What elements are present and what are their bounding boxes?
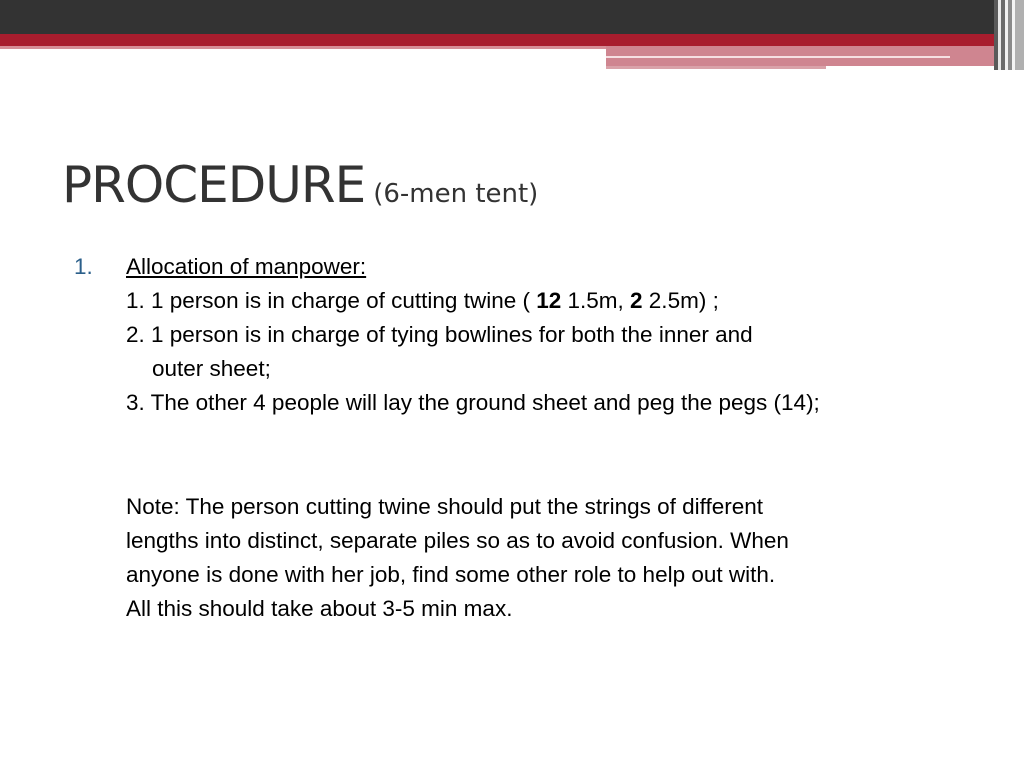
spacer — [126, 420, 974, 490]
line1-count-b: 2 — [630, 288, 643, 313]
note-line-2: lengths into distinct, separate piles so as to avoid confusion. When — [126, 528, 789, 553]
slide-body — [74, 250, 974, 626]
list-item-number: 1. — [74, 254, 93, 279]
title-main: PROCEDURE — [62, 156, 366, 214]
body-line-3: 3. The other 4 people will lay the ground sheet and peg the pegs (14); — [126, 390, 820, 415]
body-line-1 — [126, 284, 974, 318]
header-dark-bar — [0, 0, 1024, 34]
line1-prefix: 1. 1 person is in charge of cutting twine ( — [126, 288, 537, 313]
note-line-1: Note: The person cutting twine should put the strings of different — [126, 494, 764, 519]
note-line-3: anyone is done with her job, find some other role to help out with. — [126, 562, 776, 587]
line1-count-a: 12 — [536, 288, 562, 313]
title-subtitle: (6-men tent) — [373, 179, 539, 209]
body-line-2b: outer sheet; — [152, 356, 271, 381]
list-heading: Allocation of manpower: — [126, 254, 367, 279]
header-highlight-line — [606, 56, 950, 58]
list-item — [126, 250, 974, 626]
slide-title — [62, 156, 538, 214]
line1-mid: 1.5m, — [561, 288, 631, 313]
header-pink-line — [0, 46, 606, 49]
body-line-2a: 2. 1 person is in charge of tying bowlines for both the inner and — [126, 322, 753, 347]
header-corner-stripes — [994, 0, 1024, 70]
header-red-bar — [0, 34, 1024, 46]
line1-suffix: 2.5m) ; — [642, 288, 719, 313]
header-pink-lower-line — [606, 66, 826, 69]
note-line-4: All this should take about 3-5 min max. — [126, 596, 513, 621]
